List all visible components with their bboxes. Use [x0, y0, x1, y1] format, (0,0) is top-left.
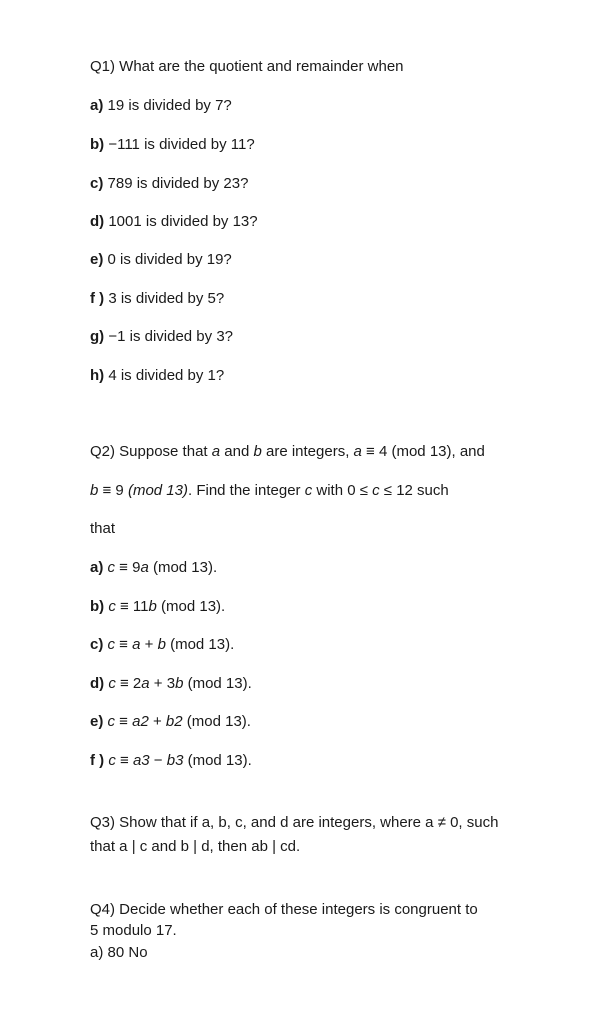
item-label: c): [90, 636, 104, 653]
variable: a: [353, 443, 362, 460]
text: ≡ 4 (mod 13), and: [361, 443, 485, 460]
q1-item-b: [90, 136, 255, 154]
variable: a3: [132, 752, 150, 769]
variable: b2: [165, 713, 183, 730]
item-label: b): [90, 136, 105, 153]
text: + 3: [149, 675, 176, 692]
text: (mod 13): [127, 482, 188, 499]
q4-line2: 5 modulo 17.: [90, 922, 177, 939]
q1-item-g: [90, 328, 233, 346]
q1-item-f: [90, 290, 224, 308]
item-label: b): [90, 598, 105, 615]
item-text: 19 is divided by 7?: [103, 97, 232, 114]
item-text: −1 is divided by 3?: [104, 328, 234, 345]
item-text: 3 is divided by 5?: [104, 290, 225, 307]
variable: a: [211, 443, 221, 460]
text: . Find the integer: [187, 482, 305, 499]
variable: c: [107, 713, 116, 730]
text: ≡: [115, 752, 133, 769]
q1-item-e: [90, 251, 232, 269]
text: +: [140, 636, 158, 653]
q2-item-e: [90, 713, 251, 731]
item-text: 0 is divided by 19?: [103, 251, 232, 268]
variable: c: [107, 636, 116, 653]
item-label: d): [90, 675, 105, 692]
variable: b: [175, 675, 184, 692]
q4-answer-a: a) 80 No: [90, 944, 148, 961]
variable: a: [132, 636, 141, 653]
variable: b: [90, 482, 99, 499]
variable: a: [140, 559, 149, 576]
item-text: 789 is divided by 23?: [103, 175, 249, 192]
q2-prompt-line1: [90, 443, 485, 461]
item-label: g): [90, 328, 105, 345]
text: (mod 13).: [183, 675, 252, 692]
item-label: e): [90, 251, 104, 268]
text: +: [148, 713, 166, 730]
text: Q2) Suppose that: [90, 443, 212, 460]
q1-prompt: Q1) What are the quotient and remainder when: [90, 58, 404, 75]
text: ≡ 2: [115, 675, 142, 692]
q2-item-f: [90, 752, 252, 770]
text: (mod 13).: [156, 598, 226, 615]
q2-item-d: [90, 675, 252, 693]
variable: b: [148, 598, 157, 615]
variable: b: [157, 636, 166, 653]
variable: a2: [132, 713, 149, 730]
q1-item-a: [90, 97, 232, 115]
q4-line1: Q4) Decide whether each of these integers is congruent to: [90, 901, 478, 918]
q2-item-a: [90, 559, 217, 577]
q2-prompt-line2: [90, 482, 449, 500]
text: and: [220, 443, 254, 460]
item-label: a): [90, 97, 104, 114]
item-label: h): [90, 367, 105, 384]
text: ≡: [115, 713, 133, 730]
text: ≤ 12 such: [379, 482, 449, 499]
text: ≡ 9: [115, 559, 141, 576]
q3-line2: that a | c and b | d, then ab | cd.: [90, 838, 301, 855]
item-text: 1001 is divided by 13?: [104, 213, 258, 230]
text: (mod 13).: [148, 559, 218, 576]
item-label: a): [90, 559, 104, 576]
item-text: −111 is divided by 11?: [104, 136, 255, 153]
variable: c: [108, 598, 116, 615]
q1-item-d: [90, 213, 258, 231]
variable: c: [107, 559, 116, 576]
q1-item-h: [90, 367, 224, 385]
q2-prompt-line3: that: [90, 520, 116, 537]
text: (mod 13).: [165, 636, 235, 653]
text: are integers,: [261, 443, 354, 460]
q3-line1: Q3) Show that if a, b, c, and d are integers, where a ≠ 0, such: [90, 814, 499, 831]
variable: c: [108, 752, 116, 769]
item-text: 4 is divided by 1?: [104, 367, 225, 384]
text: (mod 13).: [183, 752, 252, 769]
variable: c: [372, 482, 380, 499]
variable: c: [304, 482, 313, 499]
item-label: d): [90, 213, 105, 230]
q2-item-b: [90, 598, 225, 616]
item-label: f ): [90, 290, 105, 307]
item-label: c): [90, 175, 104, 192]
variable: b3: [166, 752, 184, 769]
text: ≡ 11: [115, 598, 149, 615]
text: ≡ 9: [98, 482, 128, 499]
item-label: e): [90, 713, 104, 730]
text: ≡: [115, 636, 133, 653]
text: (mod 13).: [182, 713, 251, 730]
q1-item-c: [90, 175, 248, 193]
text: −: [149, 752, 167, 769]
variable: b: [253, 443, 262, 460]
q2-item-c: [90, 636, 234, 654]
item-label: f ): [90, 752, 105, 769]
variable: a: [141, 675, 150, 692]
text: with 0 ≤: [312, 482, 373, 499]
variable: c: [108, 675, 116, 692]
